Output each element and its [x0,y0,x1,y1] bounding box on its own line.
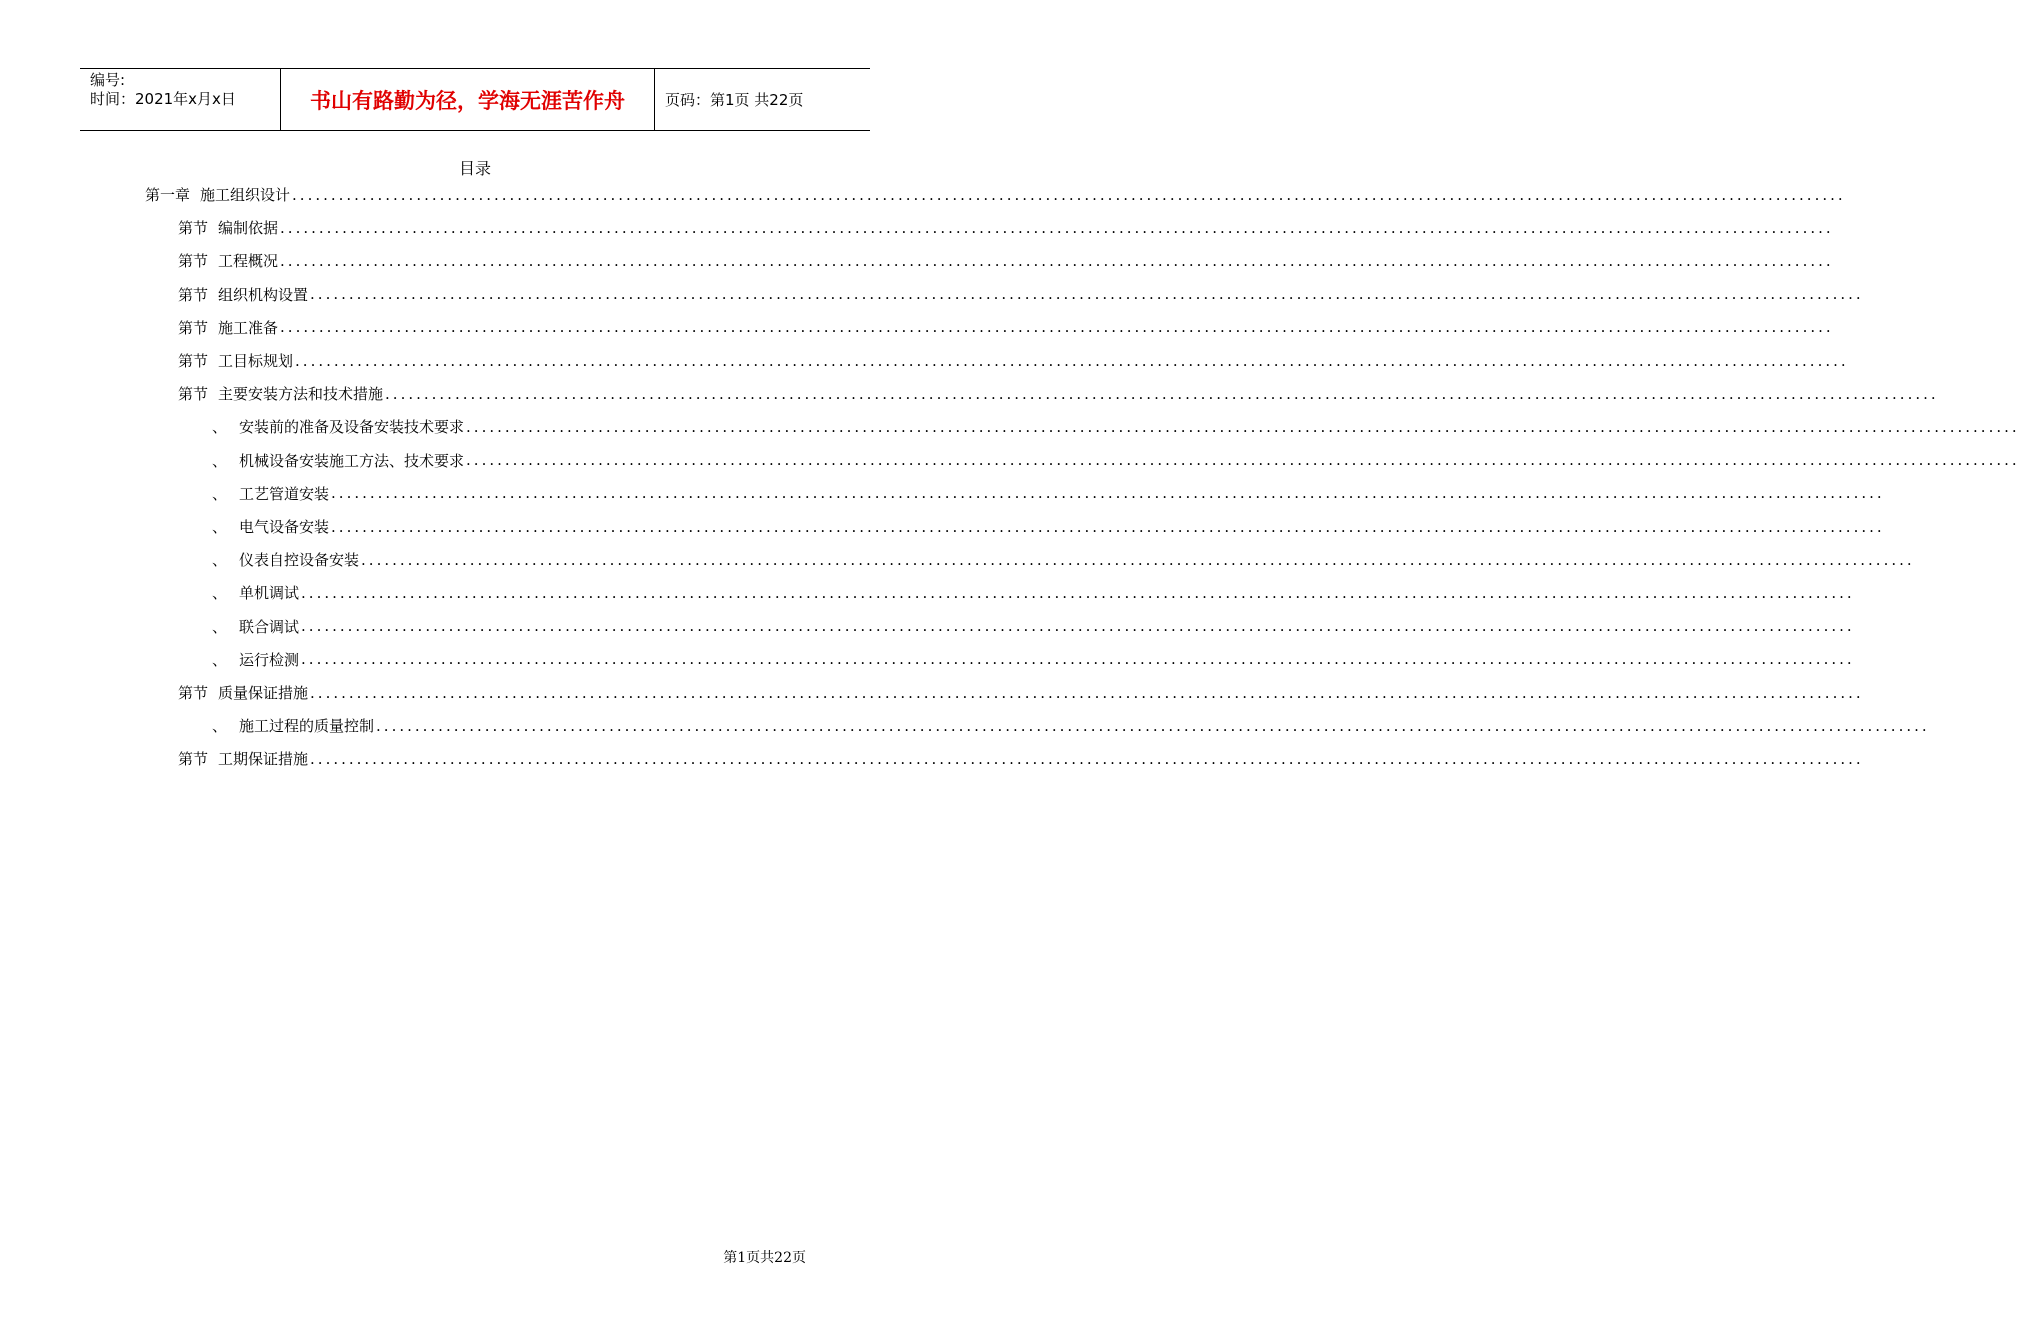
number-label: 编号: [90,71,126,89]
toc-entry[interactable] [178,278,1864,311]
toc-entry-label [178,250,278,271]
toc-entry-label [212,416,464,437]
toc-leader-dots: ........................................................................................................................................................................................................ [466,451,2020,470]
toc-entry-prefix: 、 [212,418,228,437]
toc-entry-text: 单机调试 [239,584,300,603]
toc-entry[interactable] [212,510,1885,543]
toc-entry[interactable] [178,344,1849,377]
toc-entry-text: 机械设备安装施工方法、技术要求 [239,451,465,470]
toc-entry-text: 施工过程的质量控制 [239,717,375,736]
toc-entry-label [212,450,464,471]
toc-leader-dots: ........................................................................................................................................................................................................ [331,484,1885,503]
toc-entry-text: 主要安装方法和技术措施 [218,385,384,404]
toc-entry-text: 运行检测 [239,650,300,669]
footer-page-info: 第1页共22页 [723,1250,806,1266]
toc-leader-dots: ........................................................................................................................................................................................................ [295,351,1849,370]
toc-entry-prefix: 第节 [178,352,209,370]
toc-title: 目录 [458,159,491,178]
toc-entry-text: 施工组织设计 [200,186,291,204]
toc-leader-dots: ........................................................................................................................................................................................................ [376,716,1930,735]
toc-entry-text: 工目标规划 [218,352,294,370]
toc-entry-prefix: 第节 [178,285,209,304]
header-meta [80,69,281,130]
header-motto: 书山有路勤为径，学海无涯苦作舟 [281,69,655,130]
toc-entry-label [212,516,329,537]
toc-entry-text: 联合调试 [239,617,300,636]
toc-leader-dots: ........................................................................................................................................................................................................ [331,517,1885,536]
toc-entry-text: 安装前的准备及设备安装技术要求 [239,418,465,437]
toc-entry[interactable] [212,576,1855,609]
toc-entry-prefix: 第节 [178,684,209,702]
toc-entry-label [212,549,359,570]
toc-entry[interactable] [212,410,2020,443]
toc-entry-label [178,682,308,703]
toc-entry-label [212,582,299,603]
toc-leader-dots: ........................................................................................................................................................................................................ [280,218,1834,237]
toc-leader-dots: ........................................................................................................................................................................................................ [361,550,1915,569]
document-header [80,68,870,131]
toc-entry[interactable] [178,377,1939,410]
toc-entry-prefix: 第节 [178,318,209,337]
toc-leader-dots: ........................................................................................................................................................................................................ [301,617,1855,636]
toc-entry-prefix: 第节 [178,219,209,238]
toc-entry-text: 电气设备安装 [239,518,330,536]
toc-entry-label [145,184,290,205]
toc-leader-dots: ........................................................................................................................................................................................................ [280,251,1834,270]
toc-entry-label [212,616,299,637]
toc-entry[interactable] [178,244,1834,277]
toc-entry-label [178,383,383,404]
toc-entry-text: 编制依据 [218,219,279,238]
toc-leader-dots: ........................................................................................................................................................................................................ [292,185,1846,204]
toc-entry[interactable] [212,709,1930,742]
toc-entry[interactable] [178,742,1864,775]
toc-entry-text: 工艺管道安装 [239,484,330,503]
toc-entry-label [178,217,278,238]
toc-entry-text: 工期保证措施 [218,750,309,769]
toc-entry-prefix: 、 [212,484,228,503]
toc-entry-prefix: 、 [212,617,228,636]
toc-entry-prefix: 、 [212,518,228,536]
toc-entry-prefix: 第节 [178,385,209,404]
toc-entry-text: 质量保证措施 [218,684,309,702]
toc-entry-prefix: 、 [212,551,228,570]
toc-entry-prefix: 、 [212,717,228,736]
toc-leader-dots: ........................................................................................................................................................................................................ [301,583,1855,602]
toc-leader-dots: ........................................................................................................................................................................................................ [280,318,1834,337]
toc-entry-text: 施工准备 [218,318,279,337]
toc-entry-label [212,649,299,670]
toc-leader-dots: ........................................................................................................................................................................................................ [310,749,1864,768]
toc-entry-prefix: 第节 [178,750,209,769]
toc-entry-prefix: 第节 [178,252,209,271]
toc-entry[interactable] [145,178,1846,211]
toc-entry-label [212,483,329,504]
toc-entry[interactable] [212,610,1855,643]
toc-leader-dots: ........................................................................................................................................................................................................ [310,285,1864,304]
time-label: 时间：2021年x月x日 [90,90,236,108]
toc-entry-prefix: 、 [212,650,228,669]
toc-entry-prefix: 、 [212,584,228,603]
toc-entry[interactable] [212,643,1855,676]
toc-entry-prefix: 第一章 [145,186,191,204]
header-page-info: 页码：第1页 共22页 [665,91,804,109]
toc-entry[interactable] [212,543,1915,576]
toc-entry[interactable] [212,477,1885,510]
toc-entry-label [178,350,293,371]
toc-entry[interactable] [178,211,1834,244]
toc-entry-label [178,748,308,769]
toc-leader-dots: ........................................................................................................................................................................................................ [385,384,1939,403]
toc-entry-prefix: 、 [212,451,228,470]
toc-entry-label [212,715,374,736]
toc-entry-text: 组织机构设置 [218,285,309,304]
toc-leader-dots: ........................................................................................................................................................................................................ [310,683,1864,702]
toc-entry[interactable] [212,444,2020,477]
toc-entry-label [178,317,278,338]
toc-entry-text: 仪表自控设备安装 [239,551,360,570]
toc-entry[interactable] [178,311,1834,344]
toc-entry[interactable] [178,676,1864,709]
toc-leader-dots: ........................................................................................................................................................................................................ [301,650,1855,669]
toc-entry-text: 工程概况 [218,252,279,271]
toc-entry-label [178,284,308,305]
toc-leader-dots: ........................................................................................................................................................................................................ [466,417,2020,436]
